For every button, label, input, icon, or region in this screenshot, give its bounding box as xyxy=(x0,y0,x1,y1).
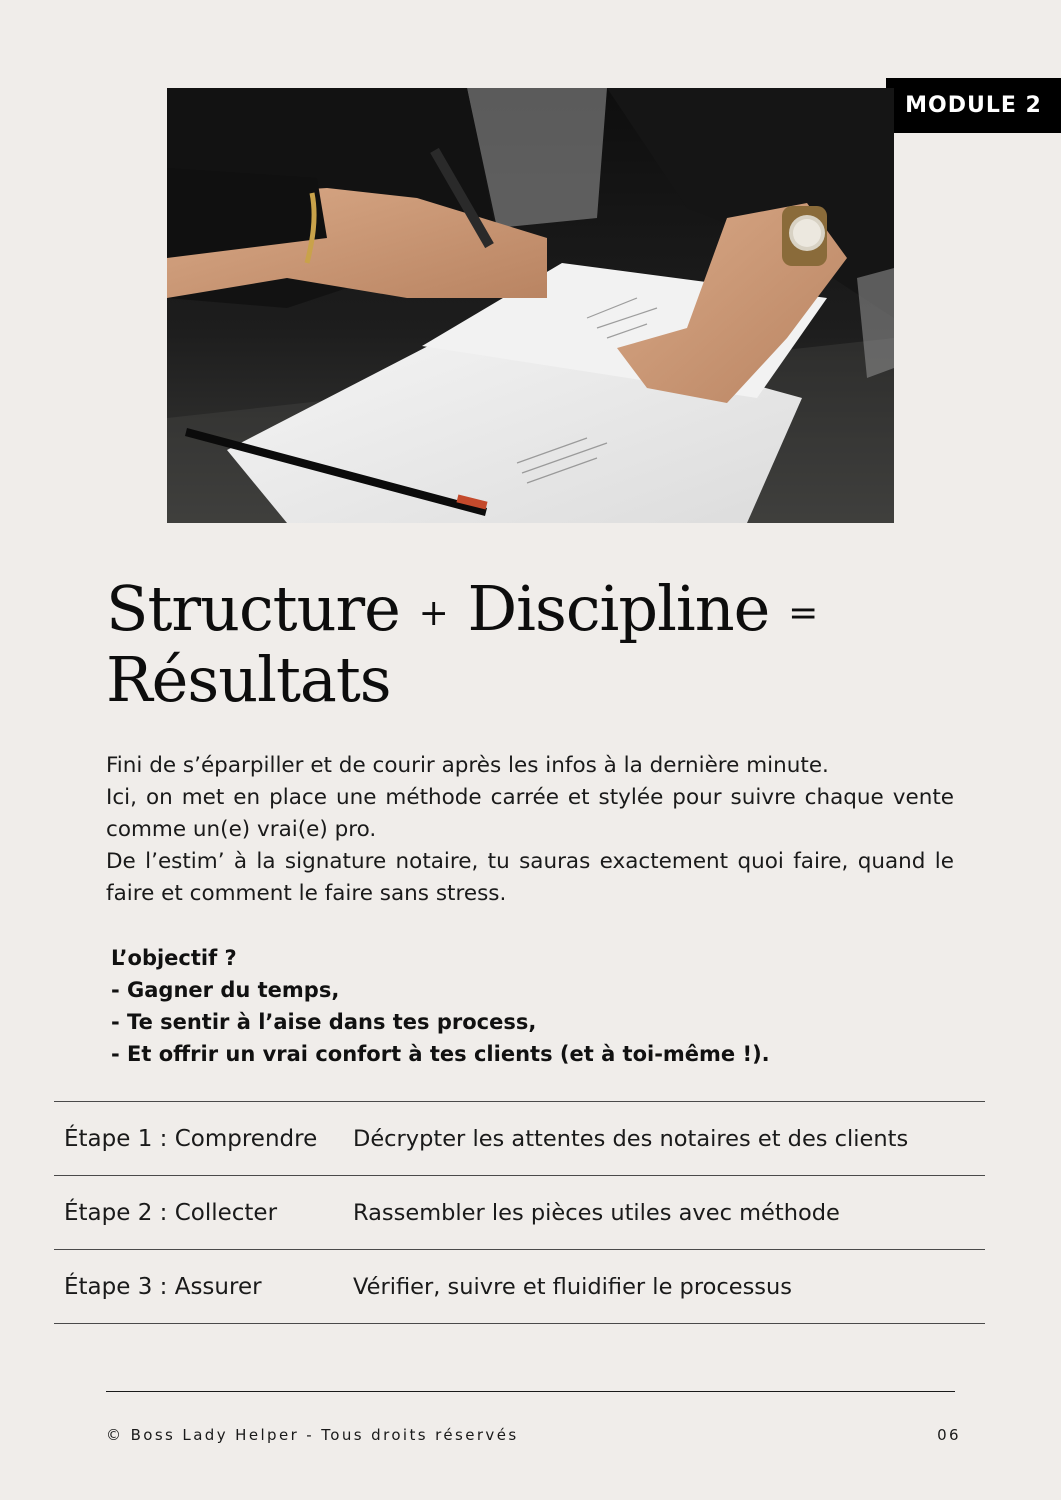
intro-paragraph xyxy=(106,750,954,910)
module-badge xyxy=(886,78,1061,133)
intro-line: Fini de s’éparpiller et de courir après les infos à la dernière minute. xyxy=(106,753,829,778)
step-name: Étape 1 : Comprendre xyxy=(64,1125,318,1152)
objective-item: - Gagner du temps, xyxy=(111,978,340,1002)
page-title xyxy=(106,572,906,716)
footer-copyright: © Boss Lady Helper - Tous droits réservés xyxy=(106,1426,519,1444)
title-equals: = xyxy=(788,592,819,634)
step-description: Rassembler les pièces utiles avec méthode xyxy=(353,1199,840,1226)
objective-block xyxy=(111,942,931,1070)
step-description: Vérifier, suivre et fluidifier le processus xyxy=(353,1273,793,1300)
page-number: 06 xyxy=(937,1426,961,1444)
step-row xyxy=(54,1176,985,1250)
step-description: Décrypter les attentes des notaires et des clients xyxy=(353,1125,909,1152)
intro-line: Ici, on met en place une méthode carrée et stylée pour suivre chaque vente comme un(e) vrai(e) pro. xyxy=(106,785,954,842)
objective-item: - Te sentir à l’aise dans tes process, xyxy=(111,1010,537,1034)
hero-photo xyxy=(167,88,894,523)
title-part-discipline: Discipline xyxy=(467,572,770,645)
objective-heading: L’objectif ? xyxy=(111,946,237,970)
step-name: Étape 2 : Collecter xyxy=(64,1199,278,1226)
footer-divider xyxy=(106,1391,955,1392)
step-row xyxy=(54,1102,985,1176)
objective-item: - Et offrir un vrai confort à tes clients (et à toi-même !). xyxy=(111,1042,770,1066)
title-part-resultats: Résultats xyxy=(106,642,391,716)
steps-table xyxy=(54,1101,985,1324)
intro-line: De l’estim’ à la signature notaire, tu sauras exactement quoi faire, quand le faire et comment le faire sans stress. xyxy=(106,849,954,906)
step-name: Étape 3 : Assurer xyxy=(64,1273,262,1300)
module-badge-label: MODULE 2 xyxy=(905,93,1042,118)
title-part-structure: Structure xyxy=(106,572,400,645)
title-plus: + xyxy=(418,592,449,634)
step-row xyxy=(54,1250,985,1324)
